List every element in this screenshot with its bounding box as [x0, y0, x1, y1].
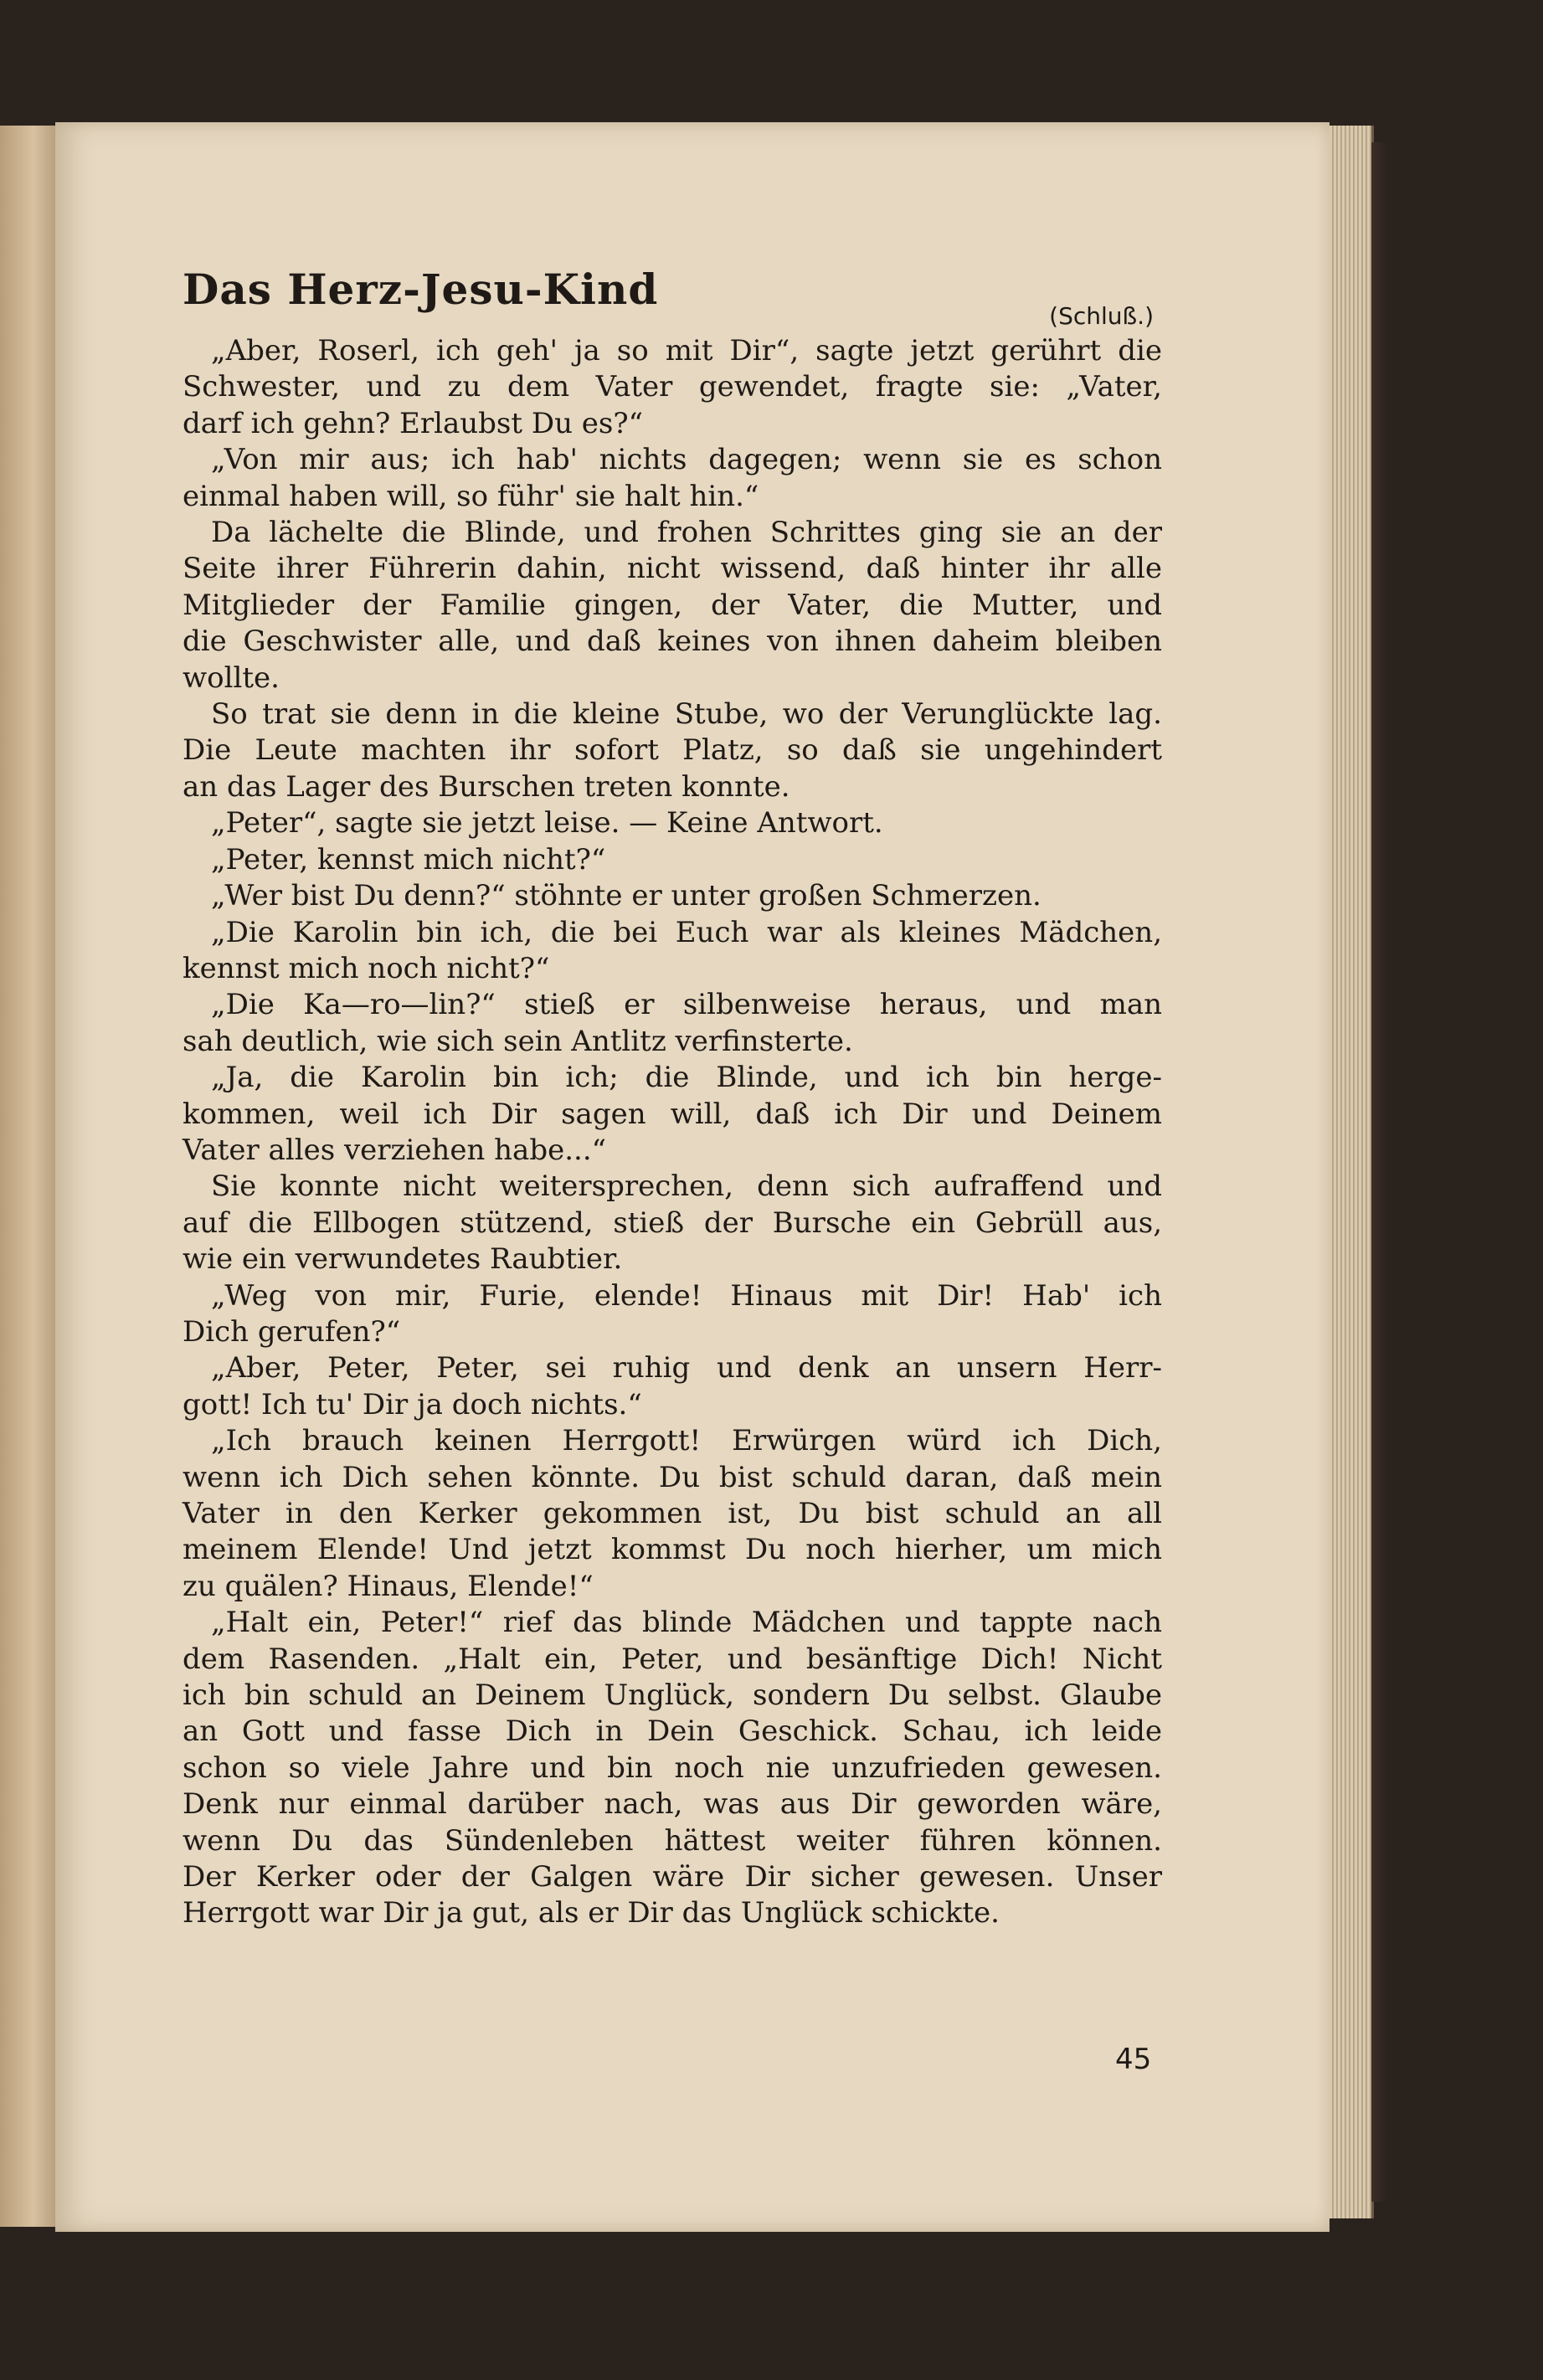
paragraph [183, 1278, 1162, 1351]
text-line: einmal haben will, so führ' sie halt hin.“ [183, 479, 759, 513]
text-line: an Gott und fasse Dich in Dein Geschick. Schau, ich leide [183, 1714, 1162, 1749]
paragraph [183, 333, 1162, 442]
paragraph [183, 442, 1162, 515]
story-title: Das Herz-Jesu-Kind [183, 265, 659, 314]
story-body [183, 333, 1162, 1932]
paragraph [183, 1060, 1162, 1169]
text-line: Seite ihrer Führerin dahin, nicht wissend, daß hinter ihr alle [183, 552, 1162, 586]
text-line: kennst mich noch nicht?“ [183, 951, 550, 985]
text-line: „Von mir aus; ich hab' nichts dagegen; wenn sie es schon [211, 443, 1162, 477]
text-line: Mitglieder der Familie gingen, der Vater, die Mutter, und [183, 588, 1162, 622]
binding-shadow [1371, 142, 1388, 2202]
text-line: Dich gerufen?“ [183, 1314, 401, 1349]
text-line: Da lächelte die Blinde, und frohen Schrittes ging sie an der [211, 516, 1162, 550]
text-line: „Peter“, sagte sie jetzt leise. — Keine Antwort. [211, 806, 883, 840]
paragraph [183, 878, 1162, 914]
text-line: dem Rasenden. „Halt ein, Peter, und besänftige Dich! Nicht [183, 1642, 1162, 1676]
text-line: Die Leute machten ihr sofort Platz, so daß sie ungehindert [183, 733, 1162, 768]
text-line: wenn Du das Sündenleben hättest weiter führen können. [183, 1823, 1162, 1858]
text-line: wie ein verwundetes Raubtier. [183, 1242, 623, 1277]
page-text-block [183, 265, 1162, 1932]
text-line: „Ich brauch keinen Herrgott! Erwürgen würd ich Dich, [211, 1424, 1162, 1458]
text-line: „Wer bist Du denn?“ stöhnte er unter großen Schmerzen. [211, 879, 1042, 913]
text-line: „Ja, die Karolin bin ich; die Blinde, und ich bin herge- [211, 1061, 1162, 1095]
text-line: „Halt ein, Peter!“ rief das blinde Mädchen und tappte nach [211, 1606, 1162, 1640]
text-line: Schwester, und zu dem Vater gewendet, fragte sie: „Vater, [183, 370, 1162, 404]
previous-page-edge [0, 126, 55, 2227]
page-stack-edges [1330, 126, 1374, 2218]
text-line: kommen, weil ich Dir sagen will, daß ich Dir und Deinem [183, 1097, 1162, 1131]
text-line: Denk nur einmal darüber nach, was aus Dir geworden wäre, [183, 1787, 1162, 1822]
paragraph [183, 915, 1162, 988]
text-line: die Geschwister alle, und daß keines von ihnen daheim bleiben [183, 625, 1162, 659]
paragraph [183, 842, 1162, 878]
paragraph [183, 805, 1162, 841]
paragraph [183, 515, 1162, 697]
text-line: Vater alles verziehen habe...“ [183, 1133, 607, 1167]
page-number: 45 [1115, 2043, 1152, 2076]
text-line: gott! Ich tu' Dir ja doch nichts.“ [183, 1387, 642, 1421]
text-line: wenn ich Dich sehen könnte. Du bist schuld daran, daß mein [183, 1460, 1162, 1494]
text-line: zu quälen? Hinaus, Elende!“ [183, 1569, 594, 1603]
paragraph [183, 1350, 1162, 1423]
paragraph [183, 1169, 1162, 1277]
text-line: „Die Karolin bin ich, die bei Euch war als kleines Mädchen, [211, 915, 1162, 949]
paragraph [183, 1605, 1162, 1932]
text-line: sah deutlich, wie sich sein Antlitz verfinsterte. [183, 1024, 853, 1058]
text-line: an das Lager des Burschen treten konnte. [183, 769, 790, 804]
paragraph [183, 987, 1162, 1060]
text-line: „Peter, kennst mich nicht?“ [211, 842, 606, 876]
text-line: Sie konnte nicht weitersprechen, denn sich aufraffend und [211, 1169, 1162, 1204]
text-line: Der Kerker oder der Galgen wäre Dir sicher gewesen. Unser [183, 1860, 1162, 1894]
text-line: Herrgott war Dir ja gut, als er Dir das Unglück schickte. [183, 1896, 1000, 1930]
text-line: „Die Ka—ro—lin?“ stieß er silbenweise heraus, und man [211, 988, 1162, 1022]
text-line: Vater in den Kerker gekommen ist, Du bist schuld an all [183, 1497, 1162, 1530]
story-subtitle: (Schluß.) [1049, 302, 1154, 330]
text-line: „Aber, Roserl, ich geh' ja so mit Dir“, sagte jetzt gerührt die [211, 334, 1162, 368]
text-line: schon so viele Jahre und bin noch nie unzufrieden gewesen. [183, 1750, 1162, 1785]
text-line: ich bin schuld an Deinem Unglück, sondern Du selbst. Glaube [183, 1678, 1162, 1713]
text-line: wollte. [183, 661, 280, 695]
title-row [183, 265, 1162, 333]
paragraph [183, 697, 1162, 805]
paragraph [183, 1423, 1162, 1605]
text-line: darf ich gehn? Erlaubst Du es?“ [183, 406, 643, 440]
text-line: auf die Ellbogen stützend, stieß der Bursche ein Gebrüll aus, [183, 1205, 1162, 1240]
text-line: „Weg von mir, Furie, elende! Hinaus mit Dir! Hab' ich [211, 1278, 1162, 1313]
text-line: meinem Elende! Und jetzt kommst Du noch hierher, um mich [183, 1533, 1162, 1567]
text-line: „Aber, Peter, Peter, sei ruhig und denk an unsern Herr- [211, 1351, 1162, 1385]
text-line: So trat sie denn in die kleine Stube, wo der Verunglückte lag. [211, 697, 1162, 732]
